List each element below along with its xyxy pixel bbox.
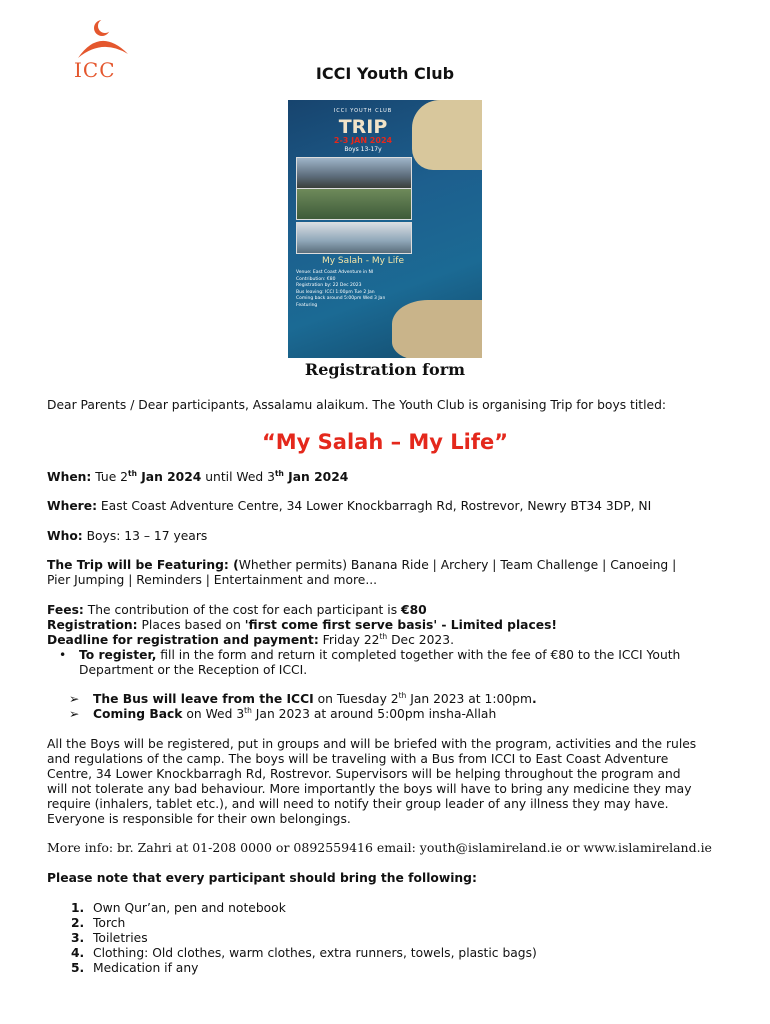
- poster-photo-prayer: [296, 222, 412, 254]
- arrow-bullet-icon: ➢: [69, 692, 80, 706]
- deadline-sup: th: [379, 632, 388, 641]
- poster-detail: Registration by: 22 Dec 2023: [296, 283, 362, 288]
- trip-poster-image: [288, 100, 482, 358]
- to-register-line: [59, 648, 729, 663]
- bus-line: [69, 691, 770, 707]
- poster-detail: Featuring: [296, 302, 318, 308]
- club-title: ICCI Youth Club: [315, 64, 455, 83]
- poster-detail: Venue: East Coast Adventure in NI: [296, 270, 374, 275]
- logo-text: ICC: [74, 58, 116, 82]
- paragraph-line: require (inhalers, tablet etc.), and will need to notify their group leader of any illness they may have.: [47, 797, 669, 811]
- fees-label: Fees:: [47, 603, 84, 617]
- when-text: until Wed 3: [201, 470, 275, 484]
- arrow-bullet-icon: ➢: [69, 707, 80, 721]
- deadline-text: Friday 22: [318, 633, 380, 647]
- bus-end: .: [531, 692, 537, 706]
- paragraph-line: and regulations of the camp. The boys will be traveling with a Bus from ICCI to East Coast Adventure: [47, 752, 669, 766]
- paragraph-line: will not tolerate any bad behaviour. More importantly the boys will have to bring any medicine they may: [47, 782, 692, 796]
- poster-photo-archery: [296, 188, 412, 220]
- when-line: [47, 470, 727, 485]
- registration-label: Registration:: [47, 618, 138, 632]
- fees-amount: €80: [401, 603, 427, 617]
- poster-club: ICCI YOUTH CLUB: [333, 108, 393, 114]
- registration-text: Places based on: [137, 618, 245, 632]
- list-item: [47, 931, 737, 946]
- bus-text: on Tuesday 2: [313, 692, 399, 706]
- bus-label: The Bus will leave from the ICCI: [93, 692, 314, 706]
- list-text: Torch: [93, 916, 126, 930]
- featuring-line: [47, 558, 727, 573]
- paragraph-line: Centre, 34 Lower Knockbarragh Rd, Rostrevor. Supervisors will be helping throughout the program and: [47, 767, 681, 781]
- bring-list: [47, 901, 737, 976]
- poster-detail: Coming back around 5:00pm Wed 3 Jan: [296, 296, 386, 301]
- where-line: [47, 499, 727, 514]
- bus-sup: th: [398, 691, 407, 700]
- when-text: Tue 2: [91, 470, 128, 484]
- form-title: Registration form: [304, 360, 466, 379]
- more-info-contact: More info: br. Zahri at 01-208 0000 or 0892559416 email: youth@islamireland.ie or www.islamireland.ie: [47, 840, 712, 855]
- coming-back-text: on Wed 3: [182, 707, 245, 721]
- when-sup: th: [128, 469, 137, 478]
- list-number: 4.: [71, 946, 85, 960]
- deadline-line: [47, 633, 727, 648]
- trip-name: “My Salah – My Life”: [261, 430, 509, 454]
- crescent-logo-icon: [70, 14, 134, 62]
- info-paragraph: [47, 737, 737, 827]
- featuring-line-2: Pier Jumping | Reminders | Entertainment and more...: [47, 573, 378, 587]
- fees-line: [47, 603, 727, 618]
- who-line: [47, 529, 727, 544]
- list-item: [47, 916, 737, 931]
- featuring-label: The Trip will be Featuring: (: [47, 558, 239, 572]
- bring-heading: Please note that every participant should bring the following:: [47, 871, 477, 885]
- coming-back-label: Coming Back: [93, 707, 183, 721]
- list-text: Medication if any: [93, 961, 199, 975]
- list-text: Clothing: Old clothes, warm clothes, extra runners, towels, plastic bags): [93, 946, 537, 960]
- when-date: Jan 2024: [136, 470, 202, 484]
- list-text: Own Qur’an, pen and notebook: [93, 901, 286, 915]
- poster-headline: TRIP: [338, 116, 388, 138]
- poster-details: [296, 270, 416, 309]
- coming-back-text-2: Jan 2023 at around 5:00pm insha-Allah: [251, 707, 497, 721]
- to-register-line-2: Department or the Reception of ICCI.: [79, 663, 308, 677]
- fees-text: The contribution of the cost for each participant is: [83, 603, 402, 617]
- poster-theme: My Salah - My Life: [321, 256, 405, 266]
- poster-dates: 2-3 JAN 2024: [333, 136, 393, 145]
- coming-back-sup: th: [244, 706, 252, 715]
- when-date: Jan 2024: [283, 470, 349, 484]
- who-label: Who:: [47, 529, 83, 543]
- featuring-text: Whether permits) Banana Ride | Archery | Team Challenge | Canoeing |: [238, 558, 677, 572]
- paragraph-line: All the Boys will be registered, put in groups and will be briefed with the program, activities and the rules: [47, 737, 697, 751]
- where-label: Where:: [47, 499, 97, 513]
- list-number: 1.: [71, 901, 85, 915]
- paragraph-line: Everyone is responsible for their own belongings.: [47, 812, 351, 826]
- poster-photo-canoe: [296, 157, 412, 189]
- list-number: 5.: [71, 961, 85, 975]
- list-item: [47, 901, 737, 916]
- intro-text: Dear Parents / Dear participants, Assalamu alaikum. The Youth Club is organising Trip for boys titled:: [47, 398, 667, 412]
- to-register-label: To register,: [79, 648, 157, 662]
- when-label: When:: [47, 470, 92, 484]
- bullet-icon: •: [59, 648, 67, 662]
- to-register-text: fill in the form and return it completed together with the fee of €80 to the ICCI Youth: [156, 648, 681, 662]
- bus-text-2: Jan 2023 at 1:00pm: [406, 692, 532, 706]
- list-item: [47, 946, 737, 961]
- poster-audience: Boys 13-17y: [344, 146, 382, 153]
- deadline-text-2: Dec 2023.: [387, 633, 454, 647]
- poster-detail: Contribution: €80: [296, 276, 336, 282]
- list-number: 2.: [71, 916, 85, 930]
- list-text: Toiletries: [93, 931, 148, 945]
- poster-detail: Bus leaving: ICCI 1:00pm Tue 2 Jan: [296, 289, 375, 295]
- list-item: [47, 961, 737, 976]
- when-sup: th: [274, 469, 284, 478]
- deadline-label: Deadline for registration and payment:: [47, 633, 319, 647]
- registration-line: [47, 618, 727, 633]
- who-value: Boys: 13 – 17 years: [82, 529, 208, 543]
- where-value: East Coast Adventure Centre, 34 Lower Knockbarragh Rd, Rostrevor, Newry BT34 3DP, NI: [96, 499, 652, 513]
- list-number: 3.: [71, 931, 85, 945]
- registration-emph: 'first come first serve basis' - Limited places!: [244, 618, 558, 632]
- coming-back-line: [69, 706, 770, 722]
